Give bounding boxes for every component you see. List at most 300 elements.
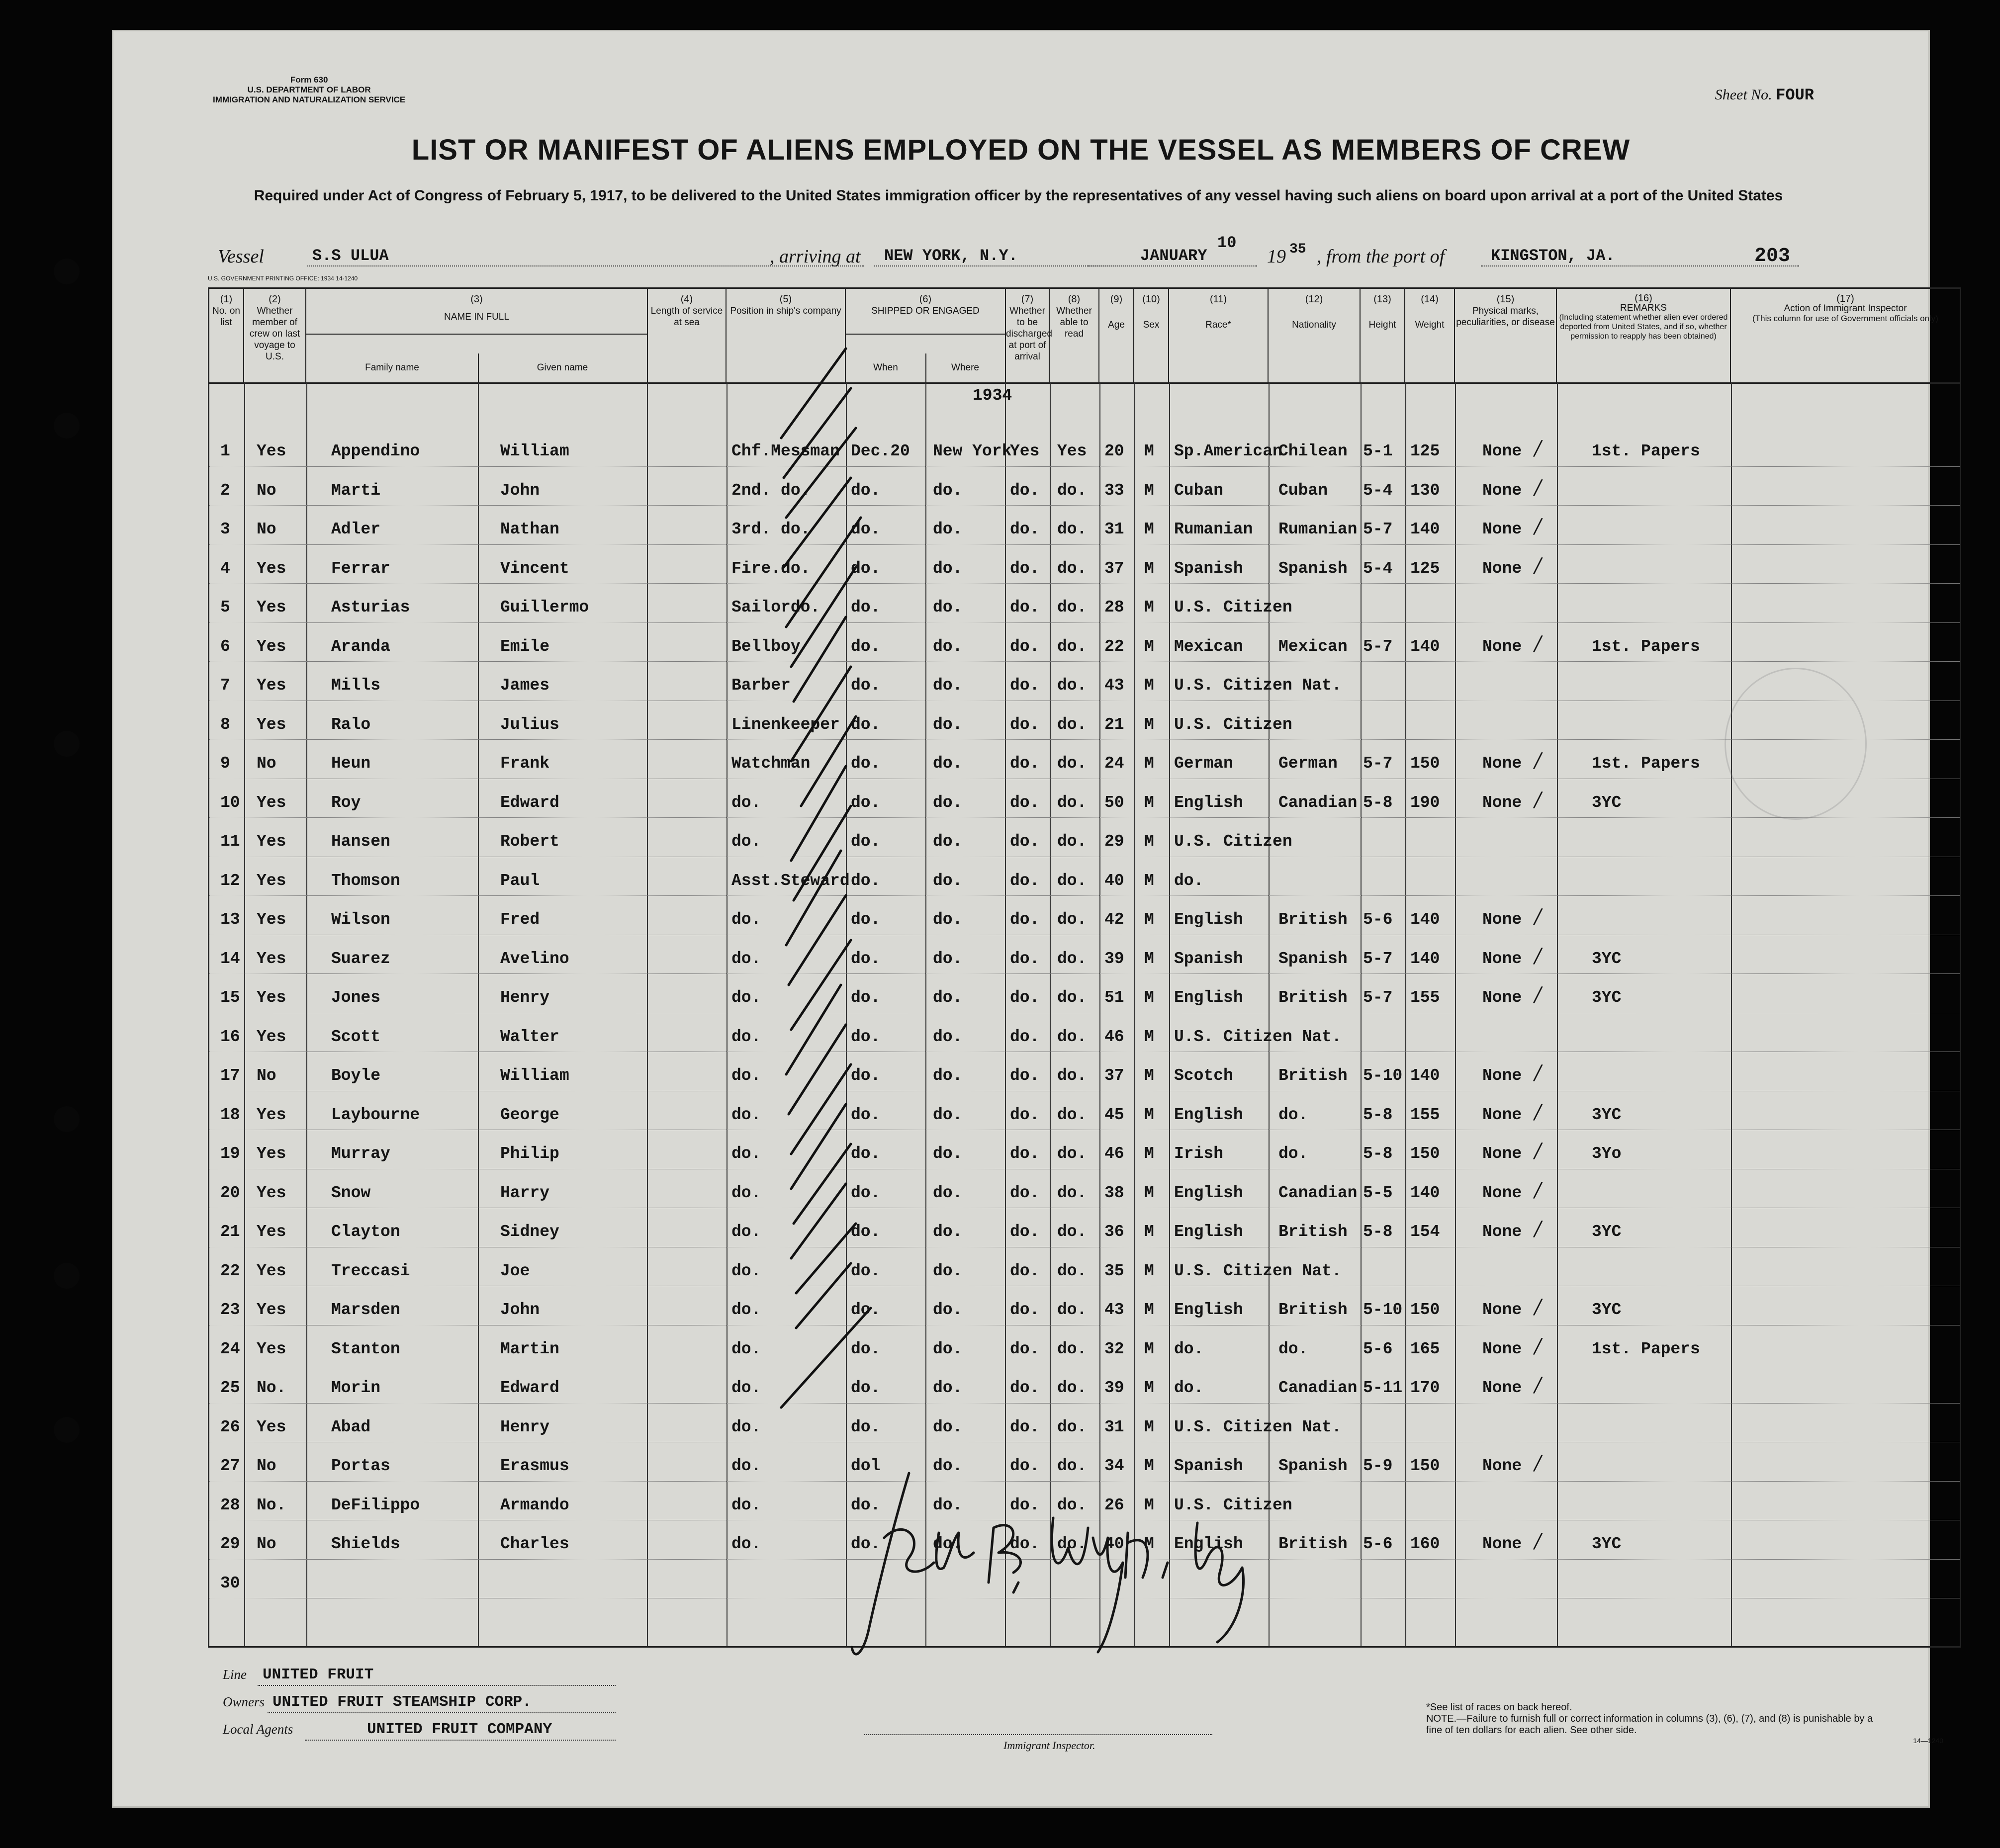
cell-position: do. bbox=[731, 1496, 761, 1514]
cell-shipped-when: do. bbox=[851, 1105, 881, 1124]
cell-discharged: do. bbox=[1010, 949, 1040, 968]
cell-height: 5-8 bbox=[1363, 1105, 1393, 1124]
cell-nationality: Spanish bbox=[1278, 559, 1348, 578]
cell-nationality: British bbox=[1278, 1066, 1348, 1085]
cell-physical-marks: None bbox=[1482, 559, 1522, 578]
cell-sex: M bbox=[1144, 442, 1154, 460]
cell-physical-marks: None bbox=[1482, 1066, 1522, 1085]
cell-height: 5-6 bbox=[1363, 1339, 1393, 1358]
penalty-note: NOTE.—Failure to furnish full or correct information in columns (3), (6), (7), and (8) is punishable by a fine of ten dollars for each alien. See other side. bbox=[1426, 1713, 1873, 1736]
from-port-label: , from the port of bbox=[1317, 246, 1445, 267]
cell-age: 22 bbox=[1104, 637, 1124, 656]
cell-remarks: 3YC bbox=[1592, 1535, 1622, 1553]
cell-weight: 125 bbox=[1410, 442, 1440, 460]
table-row bbox=[209, 974, 1960, 1013]
cell-family-name: DeFilippo bbox=[331, 1496, 420, 1514]
vessel-name: S.S ULUA bbox=[312, 247, 389, 265]
cell-given-name: Martin bbox=[500, 1339, 559, 1358]
cell-family-name: Ferrar bbox=[331, 559, 390, 578]
cell-able-to-read: do. bbox=[1057, 1144, 1087, 1163]
cell-able-to-read: do. bbox=[1057, 1261, 1087, 1280]
cell-sex: M bbox=[1144, 910, 1154, 929]
check-mark: / bbox=[1535, 1296, 1542, 1319]
cell-family-name: Roy bbox=[331, 793, 361, 812]
cell-nationality: British bbox=[1278, 1535, 1348, 1553]
document-title: LIST OR MANIFEST OF ALIENS EMPLOYED ON THE VESSEL AS MEMBERS OF CREW bbox=[411, 134, 1631, 166]
cell-position: do. bbox=[731, 1339, 761, 1358]
cell-last-voyage: Yes bbox=[257, 1183, 286, 1202]
owners-label: Owners bbox=[223, 1694, 265, 1709]
cell-last-voyage: Yes bbox=[257, 988, 286, 1007]
cell-row-number: 1 bbox=[220, 442, 230, 460]
cell-row-number: 16 bbox=[220, 1027, 240, 1046]
cell-position: do. bbox=[731, 1417, 761, 1436]
cell-family-name: Marti bbox=[331, 481, 381, 500]
cell-given-name: Armando bbox=[500, 1496, 569, 1514]
cell-able-to-read: do. bbox=[1057, 793, 1087, 812]
cell-shipped-when: do. bbox=[851, 1066, 881, 1085]
cell-remarks: 3YC bbox=[1592, 988, 1622, 1007]
cell-shipped-where: do. bbox=[933, 676, 963, 695]
cell-height: 5-5 bbox=[1363, 1183, 1393, 1202]
cell-family-name: Appendino bbox=[331, 442, 420, 460]
cell-physical-marks: None bbox=[1482, 793, 1522, 812]
department-name: U.S. DEPARTMENT OF LABOR bbox=[247, 85, 371, 94]
col-header-sex: (10) Sex bbox=[1134, 289, 1169, 383]
cell-family-name: Portas bbox=[331, 1457, 390, 1475]
cell-position: do. bbox=[731, 910, 761, 929]
agents-value: UNITED FRUIT COMPANY bbox=[367, 1721, 552, 1738]
cell-sex: M bbox=[1144, 520, 1154, 538]
cell-physical-marks: None bbox=[1482, 1183, 1522, 1202]
table-row bbox=[209, 1248, 1960, 1287]
cell-nationality: do. bbox=[1278, 1105, 1308, 1124]
cell-height: 5-11 bbox=[1363, 1379, 1403, 1397]
cell-nationality: Spanish bbox=[1278, 1457, 1348, 1475]
cell-last-voyage: Yes bbox=[257, 949, 286, 968]
crew-table bbox=[208, 287, 1961, 1648]
cell-height: 5-10 bbox=[1363, 1301, 1403, 1319]
cell-weight: 140 bbox=[1410, 1066, 1440, 1085]
table-row bbox=[209, 428, 1960, 467]
cell-shipped-where: New York bbox=[933, 442, 1012, 460]
cell-row-number: 23 bbox=[220, 1301, 240, 1319]
cell-shipped-when: do. bbox=[851, 988, 881, 1007]
punch-hole bbox=[54, 259, 80, 284]
cell-last-voyage: Yes bbox=[257, 1417, 286, 1436]
cell-race: Spanish bbox=[1174, 559, 1243, 578]
cell-age: 43 bbox=[1104, 676, 1124, 695]
cell-race: U.S. Citizen Nat. bbox=[1174, 676, 1342, 695]
table-row bbox=[209, 1209, 1960, 1247]
cell-position: 3rd. do. bbox=[731, 520, 811, 538]
punch-hole bbox=[54, 1263, 80, 1289]
cell-sex: M bbox=[1144, 676, 1154, 695]
cell-physical-marks: None bbox=[1482, 520, 1522, 538]
cell-row-number: 30 bbox=[220, 1574, 240, 1592]
cell-discharged: do. bbox=[1010, 793, 1040, 812]
cell-row-number: 28 bbox=[220, 1496, 240, 1514]
cell-age: 40 bbox=[1104, 1535, 1124, 1553]
cell-given-name: Vincent bbox=[500, 559, 569, 578]
cell-nationality: Canadian bbox=[1278, 793, 1358, 812]
cell-height: 5-7 bbox=[1363, 754, 1393, 773]
cell-nationality: Cuban bbox=[1278, 481, 1328, 500]
line-label: Line bbox=[223, 1667, 247, 1682]
col-header-name: (3) NAME IN FULL bbox=[444, 294, 509, 322]
cell-nationality: Mexican bbox=[1278, 637, 1348, 656]
departure-port: KINGSTON, JA. bbox=[1491, 247, 1615, 265]
check-mark: / bbox=[1535, 749, 1542, 772]
cell-remarks: 3Yo bbox=[1592, 1144, 1622, 1163]
cell-last-voyage: No bbox=[257, 481, 276, 500]
cell-nationality: British bbox=[1278, 1301, 1348, 1319]
cell-last-voyage: No bbox=[257, 1457, 276, 1475]
year-annotation: 1934 bbox=[973, 386, 1012, 405]
cell-physical-marks: None bbox=[1482, 442, 1522, 460]
cell-able-to-read: do. bbox=[1057, 988, 1087, 1007]
cell-nationality: British bbox=[1278, 910, 1348, 929]
cell-family-name: Wilson bbox=[331, 910, 390, 929]
cell-sex: M bbox=[1144, 871, 1154, 890]
cell-shipped-when: do. bbox=[851, 559, 881, 578]
cell-age: 37 bbox=[1104, 1066, 1124, 1085]
cell-given-name: Charles bbox=[500, 1535, 569, 1553]
cell-race: U.S. Citizen Nat. bbox=[1174, 1027, 1342, 1046]
agents-label: Local Agents bbox=[223, 1722, 293, 1737]
cell-discharged: do. bbox=[1010, 559, 1040, 578]
cell-shipped-where: do. bbox=[933, 988, 963, 1007]
col-header-length: (4) Length of service at sea bbox=[647, 289, 727, 383]
cell-shipped-where: do. bbox=[933, 871, 963, 890]
table-row bbox=[209, 545, 1960, 584]
cell-race: U.S. Citizen bbox=[1174, 598, 1292, 616]
cell-able-to-read: do. bbox=[1057, 559, 1087, 578]
cell-remarks: 3YC bbox=[1592, 1105, 1622, 1124]
cell-shipped-where: do. bbox=[933, 910, 963, 929]
cell-able-to-read: do. bbox=[1057, 832, 1087, 851]
cell-shipped-where: do. bbox=[933, 1027, 963, 1046]
cell-age: 46 bbox=[1104, 1144, 1124, 1163]
cell-last-voyage: Yes bbox=[257, 871, 286, 890]
cell-shipped-where: do. bbox=[933, 1223, 963, 1241]
cell-discharged: do. bbox=[1010, 520, 1040, 538]
cell-weight: 140 bbox=[1410, 637, 1440, 656]
cell-family-name: Jones bbox=[331, 988, 381, 1007]
cell-shipped-when: dol bbox=[851, 1457, 881, 1475]
cell-shipped-where: do. bbox=[933, 1105, 963, 1124]
vessel-label: Vessel bbox=[218, 246, 264, 267]
table-row bbox=[209, 740, 1960, 779]
cell-age: 40 bbox=[1104, 871, 1124, 890]
cell-able-to-read: do. bbox=[1057, 1339, 1087, 1358]
cell-shipped-where: do. bbox=[933, 598, 963, 616]
punch-hole bbox=[54, 413, 80, 439]
cell-nationality: German bbox=[1278, 754, 1338, 773]
inspector-signature bbox=[849, 1463, 1287, 1682]
cell-age: 31 bbox=[1104, 1417, 1124, 1436]
cell-row-number: 29 bbox=[220, 1535, 240, 1553]
table-row bbox=[209, 1131, 1960, 1169]
col-header-height: (13) Height bbox=[1361, 289, 1405, 383]
cell-discharged: do. bbox=[1010, 1457, 1040, 1475]
cell-last-voyage: Yes bbox=[257, 793, 286, 812]
cell-remarks: 3YC bbox=[1592, 793, 1622, 812]
cell-sex: M bbox=[1144, 1105, 1154, 1124]
cell-race: U.S. Citizen bbox=[1174, 1496, 1292, 1514]
cell-last-voyage: Yes bbox=[257, 637, 286, 656]
table-row bbox=[209, 1053, 1960, 1091]
cell-row-number: 18 bbox=[220, 1105, 240, 1124]
cell-shipped-where: do. bbox=[933, 1144, 963, 1163]
cell-shipped-when: do. bbox=[851, 1261, 881, 1280]
cell-nationality: British bbox=[1278, 988, 1348, 1007]
cell-given-name: Sidney bbox=[500, 1223, 559, 1241]
cell-physical-marks: None bbox=[1482, 754, 1522, 773]
cell-weight: 190 bbox=[1410, 793, 1440, 812]
cell-shipped-where: do. bbox=[933, 559, 963, 578]
cell-position: do. bbox=[731, 1457, 761, 1475]
cell-able-to-read: do. bbox=[1057, 910, 1087, 929]
cell-row-number: 5 bbox=[220, 598, 230, 616]
cell-age: 35 bbox=[1104, 1261, 1124, 1280]
col-header-race: (11) Race* bbox=[1169, 289, 1269, 383]
cell-row-number: 19 bbox=[220, 1144, 240, 1163]
cell-given-name: Edward bbox=[500, 1379, 559, 1397]
col-header-family: Family name bbox=[365, 362, 419, 373]
cell-physical-marks: None bbox=[1482, 910, 1522, 929]
cell-shipped-where: do. bbox=[933, 1379, 963, 1397]
cell-position: do. bbox=[731, 1027, 761, 1046]
table-row bbox=[209, 1092, 1960, 1131]
cell-last-voyage: No bbox=[257, 1535, 276, 1553]
cell-height: 5-8 bbox=[1363, 1144, 1393, 1163]
cell-family-name: Adler bbox=[331, 520, 381, 538]
cell-sex: M bbox=[1144, 1144, 1154, 1163]
year-prefix: 19 bbox=[1267, 246, 1286, 267]
cell-position: do. bbox=[731, 949, 761, 968]
cell-shipped-when: do. bbox=[851, 793, 881, 812]
cell-able-to-read: do. bbox=[1057, 1066, 1087, 1085]
cell-shipped-where: do. bbox=[933, 1261, 963, 1280]
cell-race: U.S. Citizen Nat. bbox=[1174, 1261, 1342, 1280]
cell-age: 42 bbox=[1104, 910, 1124, 929]
cell-sex: M bbox=[1144, 1223, 1154, 1241]
year-suffix: 35 bbox=[1289, 242, 1306, 257]
cell-position: do. bbox=[731, 1183, 761, 1202]
cell-position: do. bbox=[731, 1223, 761, 1241]
cell-shipped-where: do. bbox=[933, 832, 963, 851]
cell-shipped-where: do. bbox=[933, 520, 963, 538]
cell-family-name: Ralo bbox=[331, 715, 371, 734]
cell-race: English bbox=[1174, 1301, 1243, 1319]
sheet-number bbox=[1715, 86, 1814, 104]
cell-age: 26 bbox=[1104, 1496, 1124, 1514]
cell-family-name: Marsden bbox=[331, 1301, 400, 1319]
cell-able-to-read: do. bbox=[1057, 754, 1087, 773]
cell-discharged: do. bbox=[1010, 910, 1040, 929]
cell-physical-marks: None bbox=[1482, 481, 1522, 500]
cell-nationality: do. bbox=[1278, 1144, 1308, 1163]
cell-last-voyage: No bbox=[257, 754, 276, 773]
cell-physical-marks: None bbox=[1482, 1339, 1522, 1358]
cell-row-number: 20 bbox=[220, 1183, 240, 1202]
cell-shipped-where: do. bbox=[933, 1066, 963, 1085]
sheet-number-value: FOUR bbox=[1776, 86, 1814, 104]
cell-shipped-when: do. bbox=[851, 910, 881, 929]
check-mark: / bbox=[1535, 437, 1542, 460]
cell-physical-marks: None bbox=[1482, 1535, 1522, 1553]
cell-given-name: John bbox=[500, 1301, 540, 1319]
cell-discharged: do. bbox=[1010, 1417, 1040, 1436]
cell-position: do. bbox=[731, 832, 761, 851]
cell-last-voyage: Yes bbox=[257, 1105, 286, 1124]
cell-family-name: Aranda bbox=[331, 637, 390, 656]
cell-sex: M bbox=[1144, 1183, 1154, 1202]
cell-age: 36 bbox=[1104, 1223, 1124, 1241]
cell-row-number: 12 bbox=[220, 871, 240, 890]
cell-shipped-when: do. bbox=[851, 832, 881, 851]
cell-last-voyage: No. bbox=[257, 1496, 286, 1514]
cell-weight: 150 bbox=[1410, 1144, 1440, 1163]
cell-height: 5-8 bbox=[1363, 793, 1393, 812]
cell-weight: 155 bbox=[1410, 1105, 1440, 1124]
cell-weight: 170 bbox=[1410, 1379, 1440, 1397]
footer-note bbox=[1426, 1702, 1874, 1736]
cell-remarks: 1st. Papers bbox=[1592, 637, 1700, 656]
cell-row-number: 11 bbox=[220, 832, 240, 851]
cell-row-number: 7 bbox=[220, 676, 230, 695]
cell-shipped-when: do. bbox=[851, 1496, 881, 1514]
col-header-action: (17) Action of Immigrant Inspector (This column for use of Government officials only) bbox=[1752, 293, 1938, 323]
cell-physical-marks: None bbox=[1482, 1301, 1522, 1319]
cell-weight: 160 bbox=[1410, 1535, 1440, 1553]
cell-height: 5-6 bbox=[1363, 1535, 1393, 1553]
cell-given-name: Guillermo bbox=[500, 598, 589, 616]
cell-discharged: do. bbox=[1010, 1223, 1040, 1241]
cell-race: U.S. Citizen Nat. bbox=[1174, 1417, 1342, 1436]
line-value: UNITED FRUIT bbox=[263, 1666, 374, 1683]
cell-weight: 125 bbox=[1410, 559, 1440, 578]
cell-given-name: William bbox=[500, 442, 569, 460]
cell-last-voyage: Yes bbox=[257, 1339, 286, 1358]
cell-race: U.S. Citizen bbox=[1174, 715, 1292, 734]
cell-last-voyage: Yes bbox=[257, 559, 286, 578]
cell-race: English bbox=[1174, 1183, 1243, 1202]
cell-able-to-read: do. bbox=[1057, 1183, 1087, 1202]
cell-race: do. bbox=[1174, 1339, 1204, 1358]
inspector-label: Immigrant Inspector. bbox=[1003, 1739, 1095, 1752]
cell-given-name: Robert bbox=[500, 832, 559, 851]
col-header-discharged: (7) Whether to be discharged at port of arrival bbox=[1005, 289, 1050, 383]
cell-shipped-when: do. bbox=[851, 520, 881, 538]
cell-shipped-where: do. bbox=[933, 481, 963, 500]
cell-sex: M bbox=[1144, 1261, 1154, 1280]
cell-shipped-where: do. bbox=[933, 715, 963, 734]
cell-row-number: 6 bbox=[220, 637, 230, 656]
cell-sex: M bbox=[1144, 1027, 1154, 1046]
cell-given-name: Paul bbox=[500, 871, 540, 890]
cell-last-voyage: Yes bbox=[257, 1027, 286, 1046]
check-mark: / bbox=[1535, 1530, 1542, 1553]
cell-able-to-read: do. bbox=[1057, 1027, 1087, 1046]
cell-able-to-read: do. bbox=[1057, 949, 1087, 968]
cell-last-voyage: Yes bbox=[257, 832, 286, 851]
cell-family-name: Boyle bbox=[331, 1066, 381, 1085]
cell-sex: M bbox=[1144, 598, 1154, 616]
cell-given-name: George bbox=[500, 1105, 559, 1124]
cell-age: 51 bbox=[1104, 988, 1124, 1007]
cell-shipped-when: do. bbox=[851, 871, 881, 890]
cell-shipped-when: do. bbox=[851, 1379, 881, 1397]
cell-family-name: Hansen bbox=[331, 832, 390, 851]
col-header-when: When bbox=[873, 362, 898, 373]
cell-shipped-when: Dec.20 bbox=[851, 442, 910, 460]
cell-sex: M bbox=[1144, 1535, 1154, 1553]
cell-shipped-when: do. bbox=[851, 481, 881, 500]
cell-weight: 130 bbox=[1410, 481, 1440, 500]
cell-weight: 140 bbox=[1410, 520, 1440, 538]
cell-sex: M bbox=[1144, 1301, 1154, 1319]
cell-row-number: 25 bbox=[220, 1379, 240, 1397]
table-row bbox=[209, 506, 1960, 545]
cell-age: 39 bbox=[1104, 949, 1124, 968]
col-header-weight: (14) Weight bbox=[1405, 289, 1455, 383]
cell-last-voyage: Yes bbox=[257, 1261, 286, 1280]
cell-given-name: Julius bbox=[500, 715, 559, 734]
cell-able-to-read: do. bbox=[1057, 1379, 1087, 1397]
check-mark: / bbox=[1535, 515, 1542, 538]
table-row bbox=[209, 467, 1960, 506]
cell-last-voyage: Yes bbox=[257, 1223, 286, 1241]
check-mark: / bbox=[1535, 1218, 1542, 1240]
cell-race: do. bbox=[1174, 871, 1204, 890]
cell-shipped-where: do. bbox=[933, 1457, 963, 1475]
cell-height: 5-10 bbox=[1363, 1066, 1403, 1085]
cell-discharged: do. bbox=[1010, 1066, 1040, 1085]
table-row bbox=[209, 818, 1960, 857]
check-mark: / bbox=[1535, 1452, 1542, 1475]
cell-shipped-where: do. bbox=[933, 1535, 963, 1553]
cell-position: Asst.Steward bbox=[731, 871, 850, 890]
table-row bbox=[209, 662, 1960, 701]
col-header-position: (5) Position in ship's company bbox=[727, 289, 846, 383]
cell-sex: M bbox=[1144, 793, 1154, 812]
cell-remarks: 3YC bbox=[1592, 1223, 1622, 1241]
cell-height: 5-6 bbox=[1363, 910, 1393, 929]
manifest-sheet bbox=[112, 30, 1943, 1808]
col-header-read: (8) Whether able to read bbox=[1050, 289, 1099, 383]
cell-position: Watchman bbox=[731, 754, 811, 773]
cell-discharged: do. bbox=[1010, 1339, 1040, 1358]
cell-row-number: 9 bbox=[220, 754, 230, 773]
cell-physical-marks: None bbox=[1482, 637, 1522, 656]
cell-family-name: Suarez bbox=[331, 949, 390, 968]
cell-last-voyage: Yes bbox=[257, 715, 286, 734]
cell-last-voyage: No. bbox=[257, 1379, 286, 1397]
cell-family-name: Mills bbox=[331, 676, 381, 695]
cell-row-number: 21 bbox=[220, 1223, 240, 1241]
cell-given-name: Walter bbox=[500, 1027, 559, 1046]
cell-row-number: 2 bbox=[220, 481, 230, 500]
table-row bbox=[209, 1365, 1960, 1404]
cell-shipped-when: do. bbox=[851, 637, 881, 656]
cell-physical-marks: None bbox=[1482, 1457, 1522, 1475]
cell-able-to-read: do. bbox=[1057, 1496, 1087, 1514]
cell-sex: M bbox=[1144, 988, 1154, 1007]
cell-discharged: do. bbox=[1010, 598, 1040, 616]
cell-shipped-when: do. bbox=[851, 676, 881, 695]
